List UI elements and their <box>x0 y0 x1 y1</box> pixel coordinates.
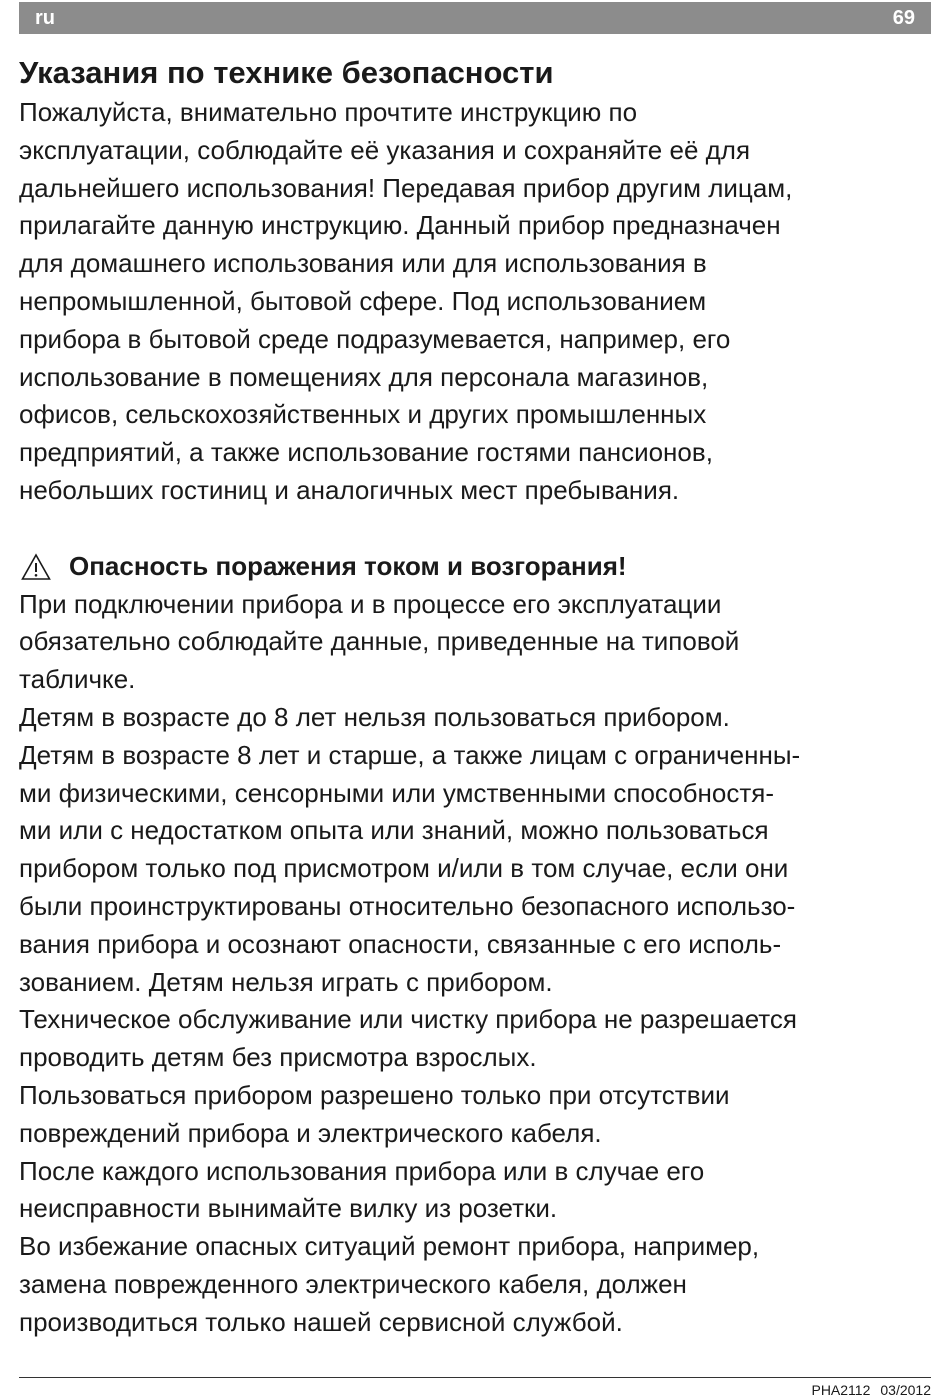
intro-line: непромышленной, бытовой сфере. Под использованием <box>19 285 707 316</box>
intro-line: использование в помещениях для персонала магазинов, <box>19 361 709 392</box>
intro-paragraph <box>19 94 931 510</box>
warning-line: табличке. <box>19 664 136 695</box>
intro-line: для домашнего использования или для использования в <box>19 248 707 279</box>
warning-line: ми или с недостатком опыта или знаний, можно пользоваться <box>19 815 769 846</box>
warning-line: Детям в возрасте 8 лет и старше, а также лицам с ограниченны- <box>19 739 801 770</box>
warning-line: были проинструктированы относительно безопасного использо- <box>19 890 796 921</box>
warning-title-text: Опасность поражения током и возгорания! <box>69 550 627 581</box>
warning-line: После каждого использования прибора или в случае его <box>19 1155 705 1186</box>
intro-line: прилагайте данную инструкцию. Данный прибор предназначен <box>19 210 781 241</box>
page-number: 69 <box>892 7 915 29</box>
section-title: Указания по технике безопасности <box>19 55 554 90</box>
intro-line: офисов, сельскохозяйственных и других промышленных <box>19 399 707 430</box>
intro-line: дальнейшего использования! Передавая прибор другим лицам, <box>19 172 793 203</box>
intro-line: небольших гостиниц и аналогичных мест пребывания. <box>19 474 680 505</box>
warning-heading <box>19 548 931 586</box>
warning-line: повреждений прибора и электрического кабеля. <box>19 1117 602 1148</box>
warning-line: Пользоваться прибором разрешено только при отсутствии <box>19 1079 730 1110</box>
warning-line: Во избежание опасных ситуаций ремонт прибора, например, <box>19 1231 760 1262</box>
warning-line: Техническое обслуживание или чистку прибора не разрешается <box>19 1004 797 1035</box>
warning-line: вания прибора и осознают опасности, связанные с его исполь- <box>19 928 782 959</box>
warning-line: Детям в возрасте до 8 лет нельзя пользоваться прибором. <box>19 701 730 732</box>
page-content <box>19 52 931 1342</box>
warning-line: При подключении прибора и в процессе его эксплуатации <box>19 588 722 619</box>
warning-line: ми физическими, сенсорными или умственными способностя- <box>19 777 775 808</box>
warning-line: прибором только под присмотром и/или в том случае, если они <box>19 853 789 884</box>
warning-line: замена поврежденного электрического кабеля, должен <box>19 1268 687 1299</box>
footer-divider <box>19 1377 931 1378</box>
warning-line: неисправности вынимайте вилку из розетки. <box>19 1193 558 1224</box>
warning-line: производиться только нашей сервисной службой. <box>19 1306 623 1337</box>
intro-line: Пожалуйста, внимательно прочтите инструкцию по <box>19 97 638 127</box>
warning-triangle-icon <box>21 553 51 581</box>
footer <box>811 1382 931 1398</box>
intro-line: прибора в бытовой среде подразумевается, например, его <box>19 323 731 354</box>
page-header-bar <box>19 2 931 34</box>
footer-date: 03/2012 <box>880 1382 931 1398</box>
warning-line: проводить детям без присмотра взрослых. <box>19 1042 537 1073</box>
warning-paragraph <box>19 586 931 1342</box>
intro-line: предприятий, а также использование гостями пансионов, <box>19 437 713 468</box>
footer-model: PHA2112 <box>811 1382 871 1398</box>
warning-line: обязательно соблюдайте данные, приведенные на типовой <box>19 626 740 657</box>
intro-line: эксплуатации, соблюдайте её указания и сохраняйте её для <box>19 134 751 165</box>
paragraph-spacer <box>19 510 931 548</box>
language-code: ru <box>35 7 55 29</box>
warning-line: зованием. Детям нельзя играть с прибором. <box>19 966 553 997</box>
